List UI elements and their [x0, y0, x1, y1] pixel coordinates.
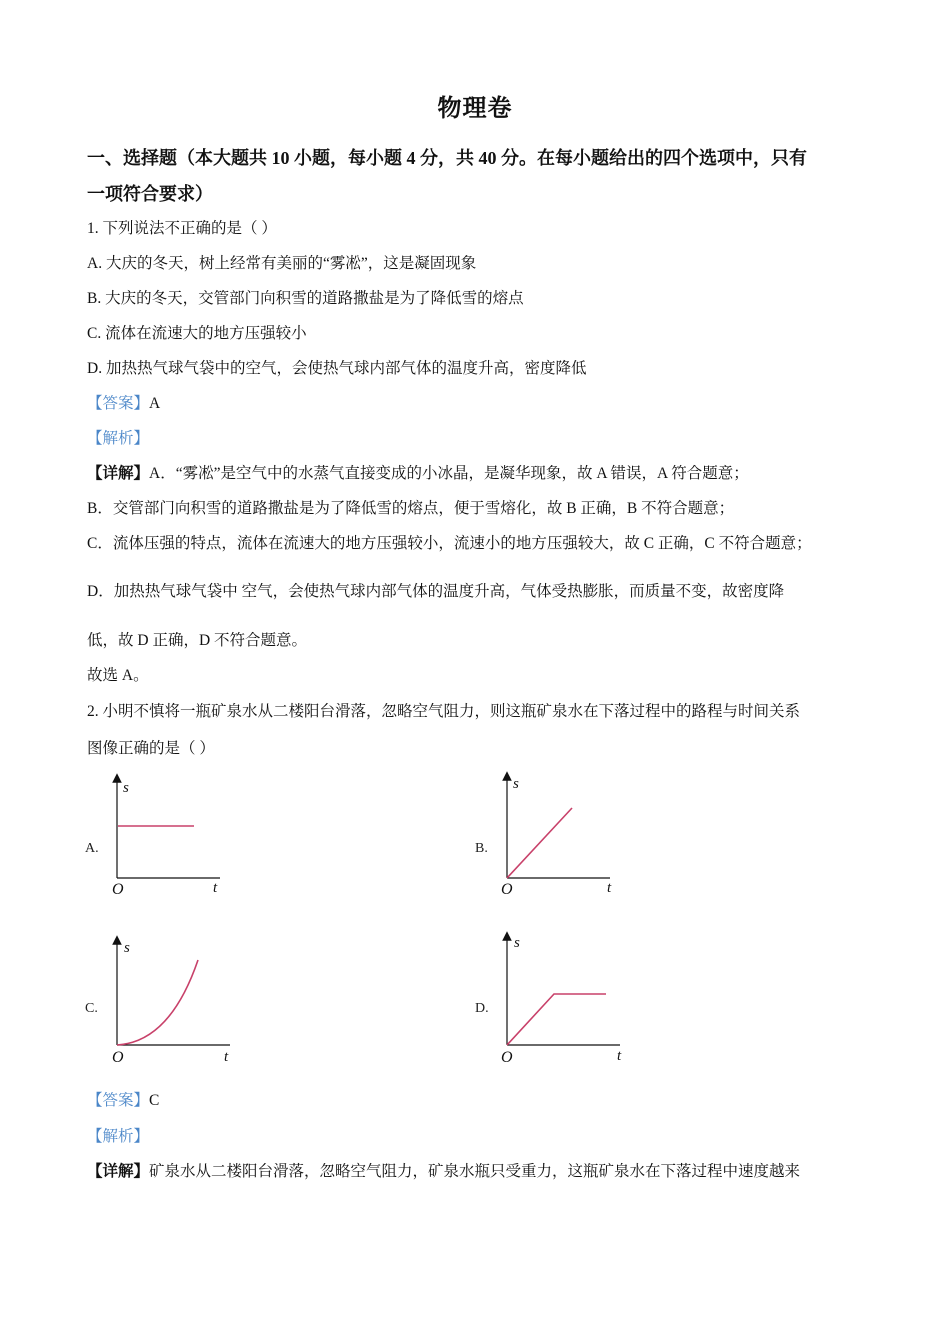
q1-answer-value: A	[149, 395, 161, 412]
graph-d-curve	[507, 994, 606, 1045]
q2-analysis-tag: 【解析】	[87, 1128, 150, 1145]
graph-c-option-label: C.	[85, 1001, 98, 1016]
graph-d-option-label: D.	[475, 1001, 489, 1016]
section-heading-line-1: 一、选择题（本大题共 10 小题，每小题 4 分，共 40 分。在每小题给出的四个选项中，只有	[87, 148, 807, 168]
graph-option-a	[80, 770, 250, 900]
q2-answer-tag: 【答案】	[87, 1092, 150, 1109]
section-heading	[87, 140, 867, 212]
q1-detail-line-4: D．加热热气球气袋中 空气，会使热气球内部气体的温度升高，气体受热膨胀，而质量不变，故密度降	[87, 583, 785, 600]
graph-option-c	[80, 932, 250, 1067]
graph-c-x-label: t	[224, 1049, 229, 1065]
graph-a-option-label: A.	[85, 841, 99, 856]
q2-analysis-row	[87, 1126, 149, 1148]
graph-option-d	[470, 928, 640, 1068]
q1-option-c: C. 流体在流速大的地方压强较小	[87, 325, 307, 342]
graph-c-origin-label: O	[112, 1049, 124, 1066]
page-title: 物理卷	[437, 96, 513, 122]
graph-b-option-label: B.	[475, 841, 488, 856]
graph-b-origin-label: O	[501, 881, 513, 898]
q1-option-d: D. 加热热气球气袋中的空气，会使热气球内部气体的温度升高，密度降低	[87, 360, 587, 377]
q1-detail-tag: 【详解】	[87, 465, 150, 482]
q2-detail-tag: 【详解】	[87, 1163, 150, 1180]
q2-detail-row	[87, 1161, 800, 1183]
q2-answer-row	[87, 1090, 159, 1112]
graph-option-b	[470, 770, 640, 900]
q1-detail-line-5: 低，故 D 正确，D 不符合题意。	[87, 632, 308, 649]
q1-stem: 1. 下列说法不正确的是（ ）	[87, 220, 277, 237]
graph-b-x-label: t	[607, 880, 612, 896]
graph-a-y-label: s	[123, 780, 129, 796]
graph-a-x-label: t	[213, 880, 218, 896]
graph-c-y-label: s	[124, 940, 130, 956]
q1-option-a: A. 大庆的冬天，树上经常有美丽的“雾凇”，这是凝固现象	[87, 255, 477, 272]
q2-detail-line: 矿泉水从二楼阳台滑落，忽略空气阻力，矿泉水瓶只受重力，这瓶矿泉水在下落过程中速度越来	[149, 1163, 801, 1180]
q1-detail-line-2: B．交管部门向积雪的道路撒盐是为了降低雪的熔点，便于雪熔化，故 B 正确，B 不符合题意；	[87, 500, 735, 517]
graph-c-curve	[117, 960, 198, 1045]
q1-answer-tag: 【答案】	[87, 395, 150, 412]
q1-conclusion: 故选 A。	[87, 667, 149, 684]
q1-answer-row	[87, 393, 160, 415]
graph-a-origin-label: O	[112, 881, 124, 898]
q1-analysis-row	[87, 428, 149, 450]
graph-d-origin-label: O	[501, 1049, 513, 1066]
section-heading-line-2: 一项符合要求）	[87, 184, 213, 204]
graph-d-y-label: s	[514, 935, 520, 951]
q1-detail-line-1: A．“雾凇”是空气中的水蒸气直接变成的小冰晶，是凝华现象，故 A 错误，A 符合题意；	[149, 465, 749, 482]
graph-b-curve	[507, 808, 572, 878]
q2-stem-line-2: 图像正确的是（ ）	[87, 740, 215, 757]
q2-answer-value: C	[149, 1092, 160, 1109]
q1-analysis-tag: 【解析】	[87, 430, 150, 447]
graph-b-y-label: s	[513, 776, 519, 792]
q1-option-b: B. 大庆的冬天，交管部门向积雪的道路撒盐是为了降低雪的熔点	[87, 290, 524, 307]
q1-detail-row-1	[87, 463, 749, 485]
q1-detail-line-3: C．流体压强的特点，流体在流速大的地方压强较小，流速小的地方压强较大，故 C 正确，C 不符合题意；	[87, 535, 812, 552]
q2-stem-line-1: 2. 小明不慎将一瓶矿泉水从二楼阳台滑落，忽略空气阻力，则这瓶矿泉水在下落过程中的路程与时间关系	[87, 703, 801, 720]
graph-d-x-label: t	[617, 1048, 622, 1064]
